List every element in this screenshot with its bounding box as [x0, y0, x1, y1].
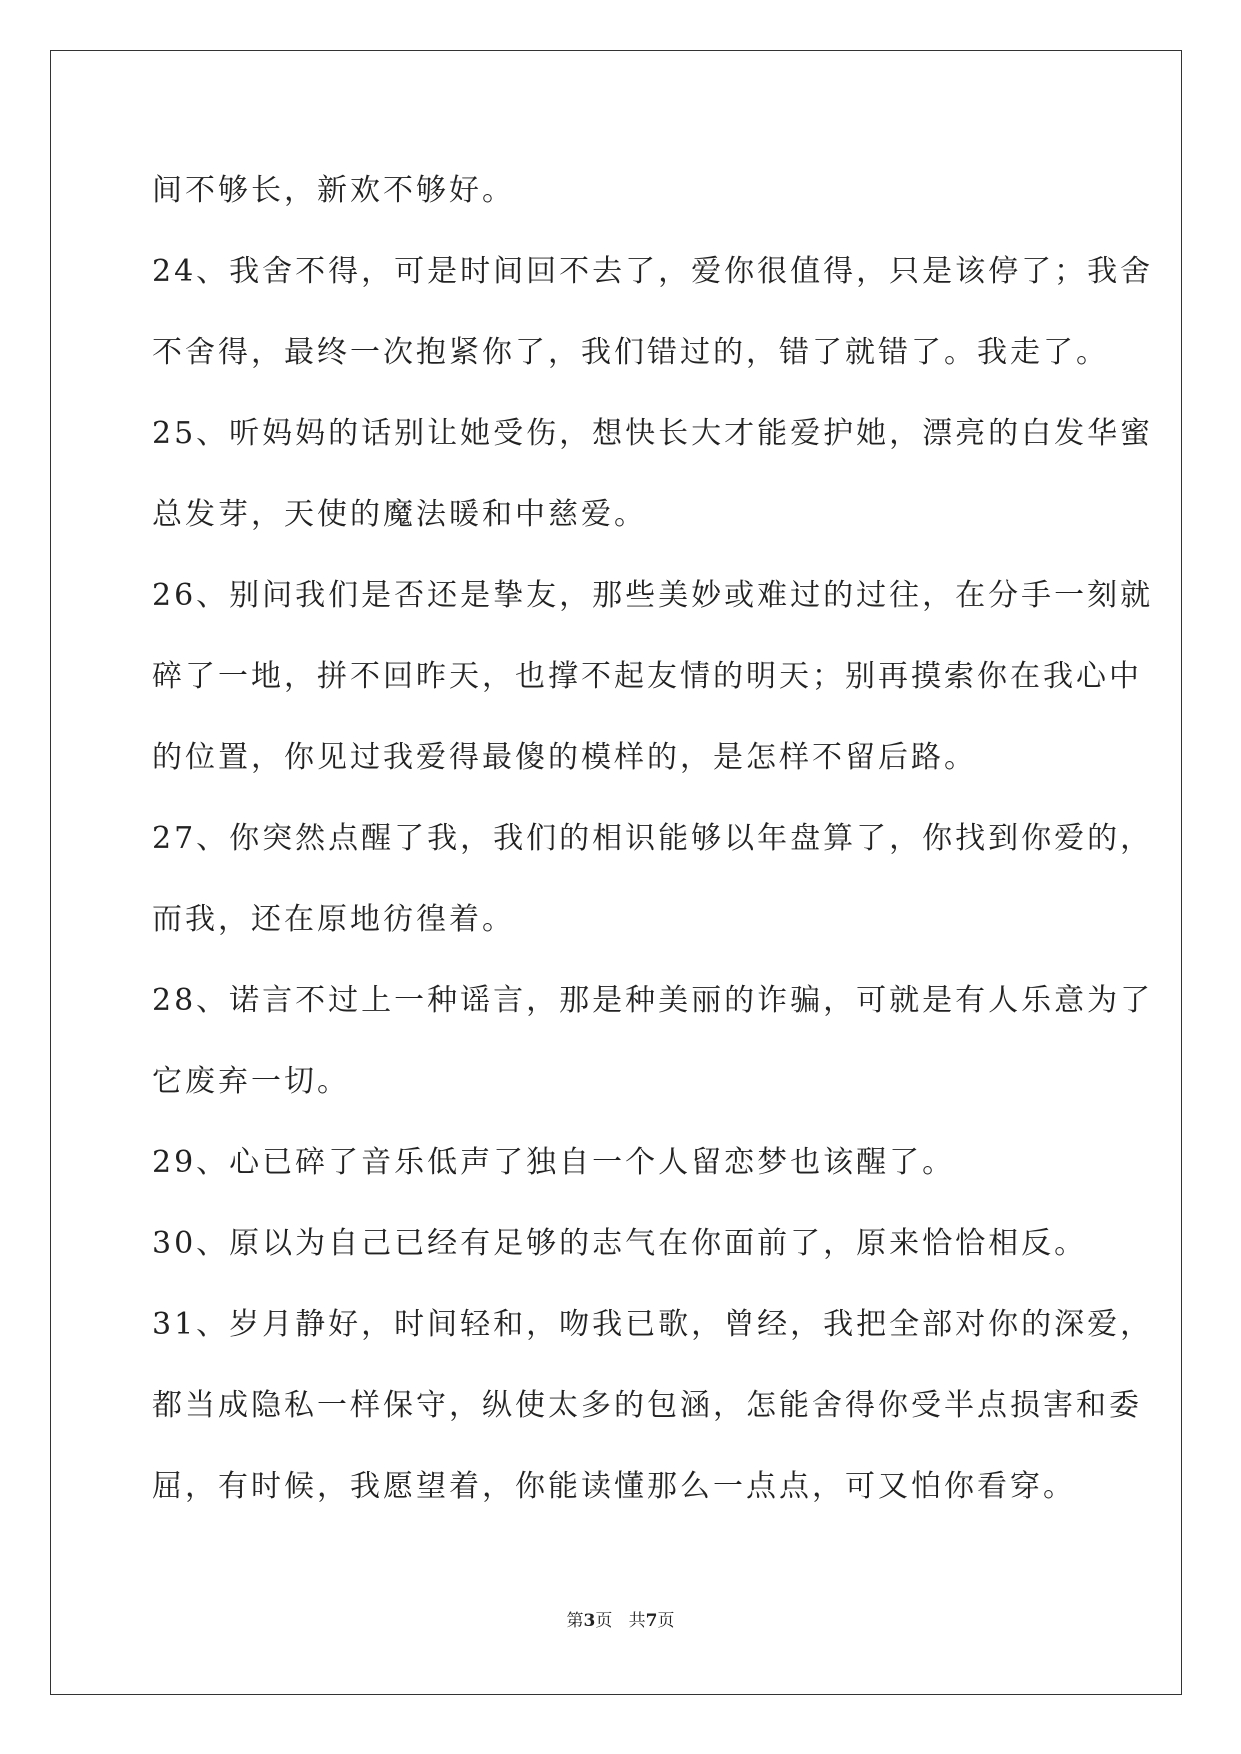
text-line: 不舍得，最终一次抱紧你了，我们错过的，错了就错了。我走了。	[152, 335, 1109, 370]
text-line: 的位置，你见过我爱得最傻的模样的，是怎样不留后路。	[152, 740, 977, 775]
footer-suffix: 页	[657, 1611, 675, 1631]
text-line: 而我，还在原地彷徨着。	[152, 902, 515, 937]
text-line: 间不够长，新欢不够好。	[152, 173, 515, 208]
text-line: 27、你突然点醒了我，我们的相识能够以年盘算了，你找到你爱的，	[152, 821, 1154, 856]
text-line: 都当成隐私一样保守，纵使太多的包涵，怎能舍得你受半点损害和委	[152, 1388, 1142, 1423]
page-footer	[0, 1606, 1241, 1631]
text-line: 总发芽，天使的魔法暖和中慈爱。	[152, 497, 647, 532]
text-line: 30、原以为自己已经有足够的志气在你面前了，原来恰恰相反。	[152, 1226, 1088, 1261]
text-line: 31、岁月静好，时间轻和，吻我已歌，曾经，我把全部对你的深爱，	[152, 1307, 1154, 1342]
text-line: 26、别问我们是否还是挚友，那些美妙或难过的过往，在分手一刻就	[152, 578, 1154, 613]
footer-prefix: 第	[566, 1611, 584, 1631]
text-line: 碎了一地，拼不回昨天，也撑不起友情的明天；别再摸索你在我心中	[152, 659, 1142, 694]
current-page-number: 3	[583, 1611, 596, 1631]
text-line: 24、我舍不得，可是时间回不去了，爱你很值得，只是该停了；我舍	[152, 254, 1154, 289]
text-line: 它废弃一切。	[152, 1064, 350, 1099]
text-line: 29、心已碎了音乐低声了独自一个人留恋梦也该醒了。	[152, 1145, 956, 1180]
text-line: 屈，有时候，我愿望着，你能读懂那么一点点，可又怕你看穿。	[152, 1469, 1076, 1504]
total-pages-number: 7	[645, 1611, 658, 1631]
text-line: 25、听妈妈的话别让她受伤，想快长大才能爱护她，漂亮的白发华蜜	[152, 416, 1154, 451]
document-body	[152, 150, 1154, 1527]
text-line: 28、诺言不过上一种谣言，那是种美丽的诈骗，可就是有人乐意为了	[152, 983, 1154, 1018]
footer-middle: 页 共	[595, 1611, 646, 1631]
